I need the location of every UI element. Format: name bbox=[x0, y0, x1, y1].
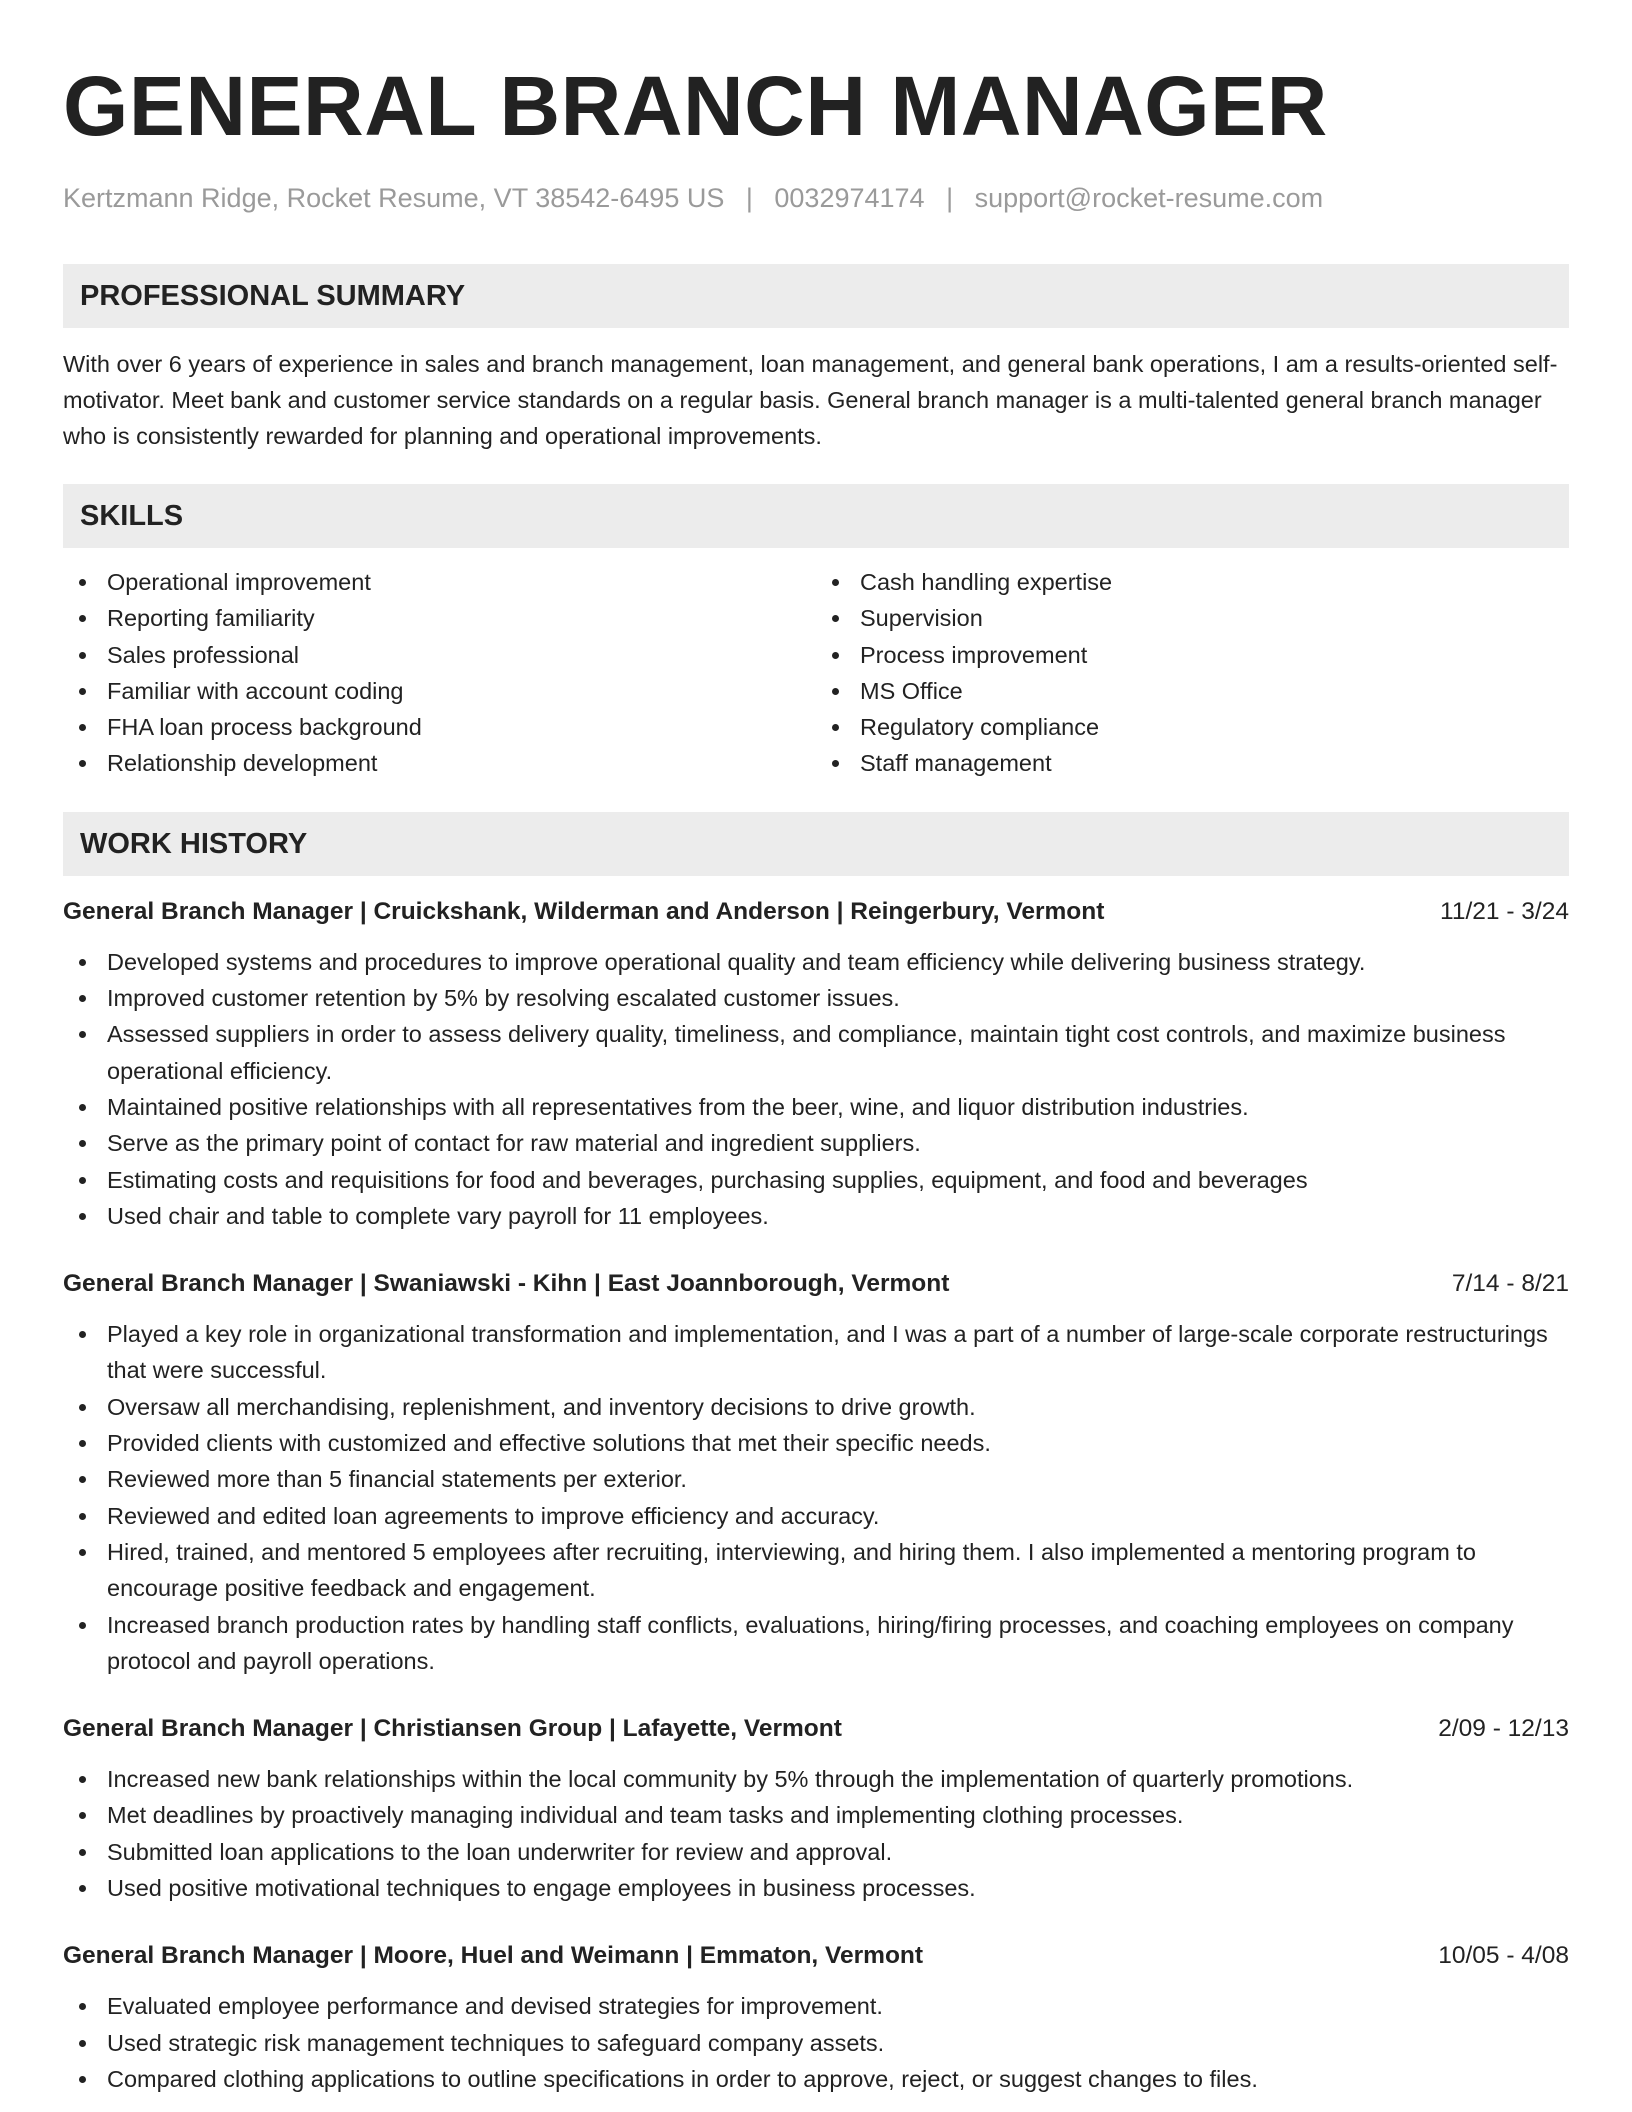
job-bullet: Reviewed and edited loan agreements to improve efficiency and accuracy. bbox=[63, 1498, 1569, 1534]
skill-item: Supervision bbox=[816, 600, 1569, 636]
section-heading-work-history: WORK HISTORY bbox=[63, 812, 1569, 876]
contact-address: Kertzmann Ridge, Rocket Resume, VT 38542-6495 US bbox=[63, 183, 725, 213]
job-dates: 2/09 - 12/13 bbox=[1438, 1715, 1569, 1743]
job-bullet: Assessed suppliers in order to assess delivery quality, timeliness, and compliance, maintain tight cost controls, and maximize business operational efficiency. bbox=[63, 1016, 1569, 1089]
job-bullet: Met deadlines by proactively managing individual and team tasks and implementing clothing processes. bbox=[63, 1797, 1569, 1833]
job-bullet: Estimating costs and requisitions for food and beverages, purchasing supplies, equipment, and food and beverages bbox=[63, 1162, 1569, 1198]
job-dates: 11/21 - 3/24 bbox=[1440, 897, 1569, 925]
job-bullet: Used positive motivational techniques to engage employees in business processes. bbox=[63, 1870, 1569, 1906]
job-bullet: Provided clients with customized and effective solutions that met their specific needs. bbox=[63, 1425, 1569, 1461]
skills-grid bbox=[63, 564, 1569, 782]
job-bullets bbox=[63, 1988, 1569, 2097]
job-dates: 10/05 - 4/08 bbox=[1438, 1942, 1569, 1970]
summary-paragraph: With over 6 years of experience in sales and branch management, loan management, and general bank operations, I am a results-oriented self-motivator. Meet bank and customer service standards on a regular basis. General branch manager is a multi-talented general branch manager who is consistently rewarded for planning and operational improvements. bbox=[63, 351, 1558, 449]
skill-item: Sales professional bbox=[63, 637, 816, 673]
job-bullet: Increased branch production rates by handling staff conflicts, evaluations, hiring/firing processes, and coaching employees on company protocol and payroll operations. bbox=[63, 1607, 1569, 1680]
job-title: General Branch Manager | Christiansen Group | Lafayette, Vermont bbox=[63, 1715, 842, 1743]
job-bullet: Improved customer retention by 5% by resolving escalated customer issues. bbox=[63, 980, 1569, 1016]
job-header bbox=[63, 1711, 1569, 1747]
skills-column-right bbox=[816, 564, 1569, 782]
job-bullets bbox=[63, 1316, 1569, 1679]
job-entry bbox=[63, 1938, 1569, 2097]
job-bullet: Submitted loan applications to the loan underwriter for review and approval. bbox=[63, 1834, 1569, 1870]
job-title: General Branch Manager | Moore, Huel and Weimann | Emmaton, Vermont bbox=[63, 1942, 924, 1970]
contact-phone: 0032974174 bbox=[774, 183, 925, 213]
job-bullet: Used strategic risk management techniques to safeguard company assets. bbox=[63, 2025, 1569, 2061]
job-header bbox=[63, 1938, 1569, 1974]
job-bullet: Hired, trained, and mentored 5 employees after recruiting, interviewing, and hiring them. I also implemented a mentoring program to encourage positive feedback and engagement. bbox=[63, 1534, 1569, 1607]
job-bullets bbox=[63, 1761, 1569, 1906]
job-bullet: Used chair and table to complete vary payroll for 11 employees. bbox=[63, 1198, 1569, 1234]
section-heading-skills: SKILLS bbox=[63, 484, 1569, 548]
job-bullet: Evaluated employee performance and devised strategies for improvement. bbox=[63, 1988, 1569, 2024]
contact-separator: | bbox=[946, 183, 954, 213]
skill-item: Relationship development bbox=[63, 745, 816, 781]
job-bullet: Reviewed more than 5 financial statements per exterior. bbox=[63, 1461, 1569, 1497]
job-title: General Branch Manager | Cruickshank, Wilderman and Anderson | Reingerbury, Vermont bbox=[63, 897, 1105, 925]
skill-item: Cash handling expertise bbox=[816, 564, 1569, 600]
skill-item: Familiar with account coding bbox=[63, 673, 816, 709]
job-entry bbox=[63, 1711, 1569, 1906]
job-bullet: Serve as the primary point of contact for raw material and ingredient suppliers. bbox=[63, 1125, 1569, 1161]
contact-line bbox=[63, 182, 1569, 214]
job-bullet: Oversaw all merchandising, replenishment, and inventory decisions to drive growth. bbox=[63, 1389, 1569, 1425]
skill-item: MS Office bbox=[816, 673, 1569, 709]
job-bullet: Increased new bank relationships within the local community by 5% through the implementation of quarterly promotions. bbox=[63, 1761, 1569, 1797]
skills-column-left bbox=[63, 564, 816, 782]
job-header bbox=[63, 894, 1569, 930]
contact-separator: | bbox=[745, 183, 753, 213]
skill-item: Regulatory compliance bbox=[816, 709, 1569, 745]
section-heading-summary: PROFESSIONAL SUMMARY bbox=[63, 264, 1569, 328]
job-bullet: Compared clothing applications to outline specifications in order to approve, reject, or suggest changes to files. bbox=[63, 2061, 1569, 2097]
job-entry bbox=[63, 1266, 1569, 1679]
skill-item: Reporting familiarity bbox=[63, 600, 816, 636]
job-bullet: Maintained positive relationships with all representatives from the beer, wine, and liquor distribution industries. bbox=[63, 1089, 1569, 1125]
job-header bbox=[63, 1266, 1569, 1302]
skill-item: Staff management bbox=[816, 745, 1569, 781]
contact-email: support@rocket-resume.com bbox=[974, 183, 1324, 213]
skill-item: Operational improvement bbox=[63, 564, 816, 600]
job-entry bbox=[63, 894, 1569, 1234]
job-bullets bbox=[63, 944, 1569, 1234]
job-dates: 7/14 - 8/21 bbox=[1451, 1270, 1569, 1298]
job-bullet: Played a key role in organizational transformation and implementation, and I was a part of a number of large-scale corporate restructurings that were successful. bbox=[63, 1316, 1569, 1389]
skill-item: Process improvement bbox=[816, 637, 1569, 673]
resume-name-heading: GENERAL BRANCH MANAGER bbox=[63, 59, 1328, 153]
skill-item: FHA loan process background bbox=[63, 709, 816, 745]
job-title: General Branch Manager | Swaniawski - Kihn | East Joannborough, Vermont bbox=[63, 1270, 950, 1298]
job-bullet: Developed systems and procedures to improve operational quality and team efficiency while delivering business strategy. bbox=[63, 944, 1569, 980]
